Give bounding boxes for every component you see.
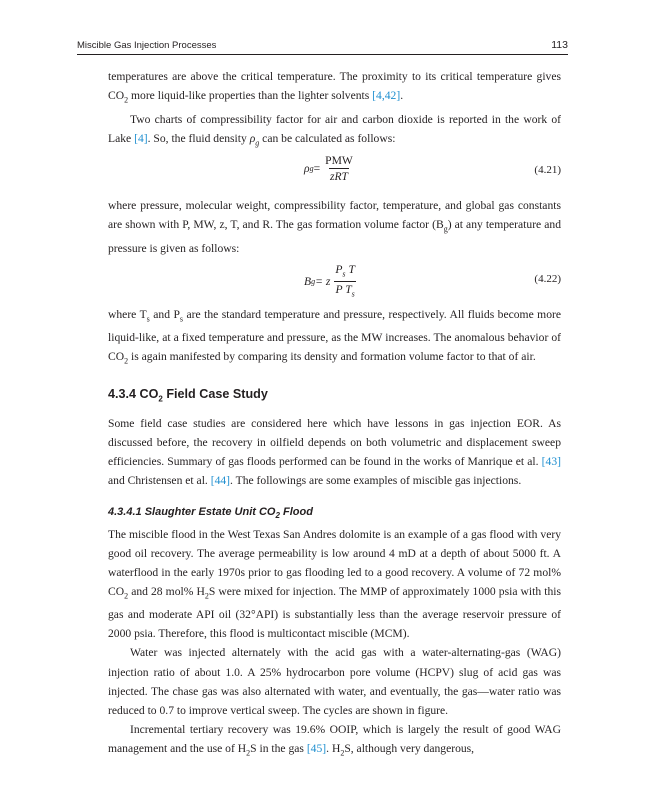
text-run: where pressure, molecular weight, compressibility factor, temperature, and global gas constants are shown with P, MW, z, T, and R. The gas formation volume factor (B (108, 199, 561, 232)
subscript: 2 (124, 591, 129, 601)
text-run: S, although very dangerous, (344, 741, 475, 755)
text-run: P T (335, 282, 352, 296)
text-run: Flood (279, 506, 313, 519)
text-run: can be calculated as follows: (259, 131, 396, 145)
equals-sign: = (313, 161, 321, 175)
fraction (324, 153, 354, 184)
subscript: g (311, 276, 316, 286)
subscript: g (255, 137, 260, 147)
text-run: The miscible flood in the West Texas San Andres dolomite is an example of a gas flood with very good oil recovery. The average permeability is low around 4 mD at a depth of about 5000 ft. A waterflood in the early 1970s prior to gas flooding led to a good recovery. A volume of 72 mol% CO (108, 527, 561, 598)
text-run: Two charts of compressibility factor for air and carbon dioxide is reported in the work of Lake (108, 112, 561, 145)
subscript: g (443, 224, 448, 234)
equation-lhs: B (304, 274, 312, 288)
paragraph-after-eq2 (108, 305, 561, 371)
subscript: 2 (204, 591, 209, 601)
subscript: 2 (158, 394, 163, 404)
section-heading-4-3-4 (108, 385, 561, 409)
intro-paragraph-2 (108, 110, 561, 153)
subscript: 2 (340, 748, 345, 758)
paragraph-after-eq1 (108, 196, 561, 258)
citation-link[interactable]: [45] (306, 741, 327, 755)
citation-link[interactable]: [4,42] (372, 89, 401, 103)
fraction (334, 262, 356, 302)
text-run: temperatures are above the critical temperature. The proximity to its critical temperature gives CO (108, 70, 561, 103)
text-run: 4.3.4.1 Slaughter Estate Unit CO (108, 506, 276, 519)
text-run: S in the gas (250, 741, 307, 755)
rho-symbol: ρ (249, 131, 256, 145)
text-run: and 28 mol% H (128, 584, 205, 598)
text-run: Some field case studies are considered here which have lessons in gas injection EOR. As discussed before, the recovery in oilfield depends on both volumetric and displacement sweep efficiencies. Summary of gas floods performed can be found in the works of Manrique et al. (108, 417, 561, 469)
text-run: and Christensen et al. (108, 474, 211, 488)
subsection-paragraph-2: Water was injected alternately with the acid gas with a water-alternating-gas (WAG) injection ratio of about 1.0. A 25% hydrocarbon pore volume (HCPV) slug of acid gas was injected. The chase gas was also alternated with water, and eventually, the gas—water ratio was reduced to 0.7 to improve vertical sweep. The cycles are shown in figure. (108, 646, 561, 717)
text-run: ) at any temperature and pressure is given as follows: (108, 218, 561, 255)
section-paragraph (108, 414, 561, 490)
subsection-paragraph-3 (108, 720, 561, 763)
equation-lhs: ρ (304, 161, 310, 175)
text-run: P (335, 262, 343, 276)
text-run: T (345, 262, 355, 276)
equation-number: (4.22) (534, 272, 561, 285)
text-run: where T (108, 307, 147, 321)
text-run: and P (149, 307, 180, 321)
numerator (334, 262, 356, 281)
citation-link[interactable]: [44] (210, 474, 231, 488)
text-run: . (400, 89, 404, 103)
subsection-heading-4-3-4-1 (108, 504, 561, 524)
intro-paragraph-1 (108, 67, 561, 110)
text-run: . The followings are some examples of miscible gas injections. (230, 474, 522, 488)
text-run: are the standard temperature and pressure, respectively. All fluids become more liquid-like, at a fixed temperature and pressure, as the MW increases. The anomalous behavior of CO (108, 307, 562, 364)
subscript: 2 (275, 511, 280, 521)
numerator: PMW (325, 154, 353, 167)
subscript: s (179, 313, 184, 323)
page-header (77, 40, 568, 56)
page-body (108, 67, 561, 762)
subscript: s (351, 289, 355, 299)
citation-link[interactable]: [4] (134, 131, 148, 145)
subscript: 2 (124, 356, 129, 366)
subscript: 2 (246, 748, 251, 758)
equation-body (304, 262, 356, 302)
text-run: 4.3.4 CO (108, 386, 159, 401)
text-run: Incremental tertiary recovery was 19.6% OOIP, which is largely the result of good WAG management and the use of H (108, 722, 561, 755)
denominator (334, 281, 355, 301)
subscript: s (342, 268, 346, 278)
subscript: s (146, 313, 150, 323)
text-run: is again manifested by comparing its density and formation volume factor to that of air. (128, 350, 536, 364)
equation-4-21 (108, 153, 561, 193)
equation-number: (4.21) (534, 164, 561, 176)
equals-z: = z (315, 274, 331, 288)
text-run: . H (326, 741, 341, 755)
subscript: 2 (124, 95, 129, 105)
header-rule (77, 54, 568, 55)
text-run: more liquid-like properties than the lighter solvents (128, 89, 373, 103)
denominator: zRT (329, 170, 348, 183)
text-run: S were mixed for injection. The MMP of approximately 1000 psia with this gas and moderate API oil (32°API) is substantially less than the average reservoir pressure of 2000 psia. Therefore, this flood is multicontact miscible (MCM). (108, 584, 561, 641)
text-run: . So, the fluid density (147, 131, 250, 145)
subscript: g (309, 163, 314, 173)
running-title: Miscible Gas Injection Processes (77, 40, 217, 51)
equation-4-22 (108, 262, 561, 302)
equation-body (304, 153, 354, 184)
subsection-paragraph-1 (108, 525, 561, 644)
citation-link[interactable]: [43] (541, 455, 561, 469)
page-number: 113 (551, 39, 568, 51)
text-run: Field Case Study (162, 386, 268, 401)
